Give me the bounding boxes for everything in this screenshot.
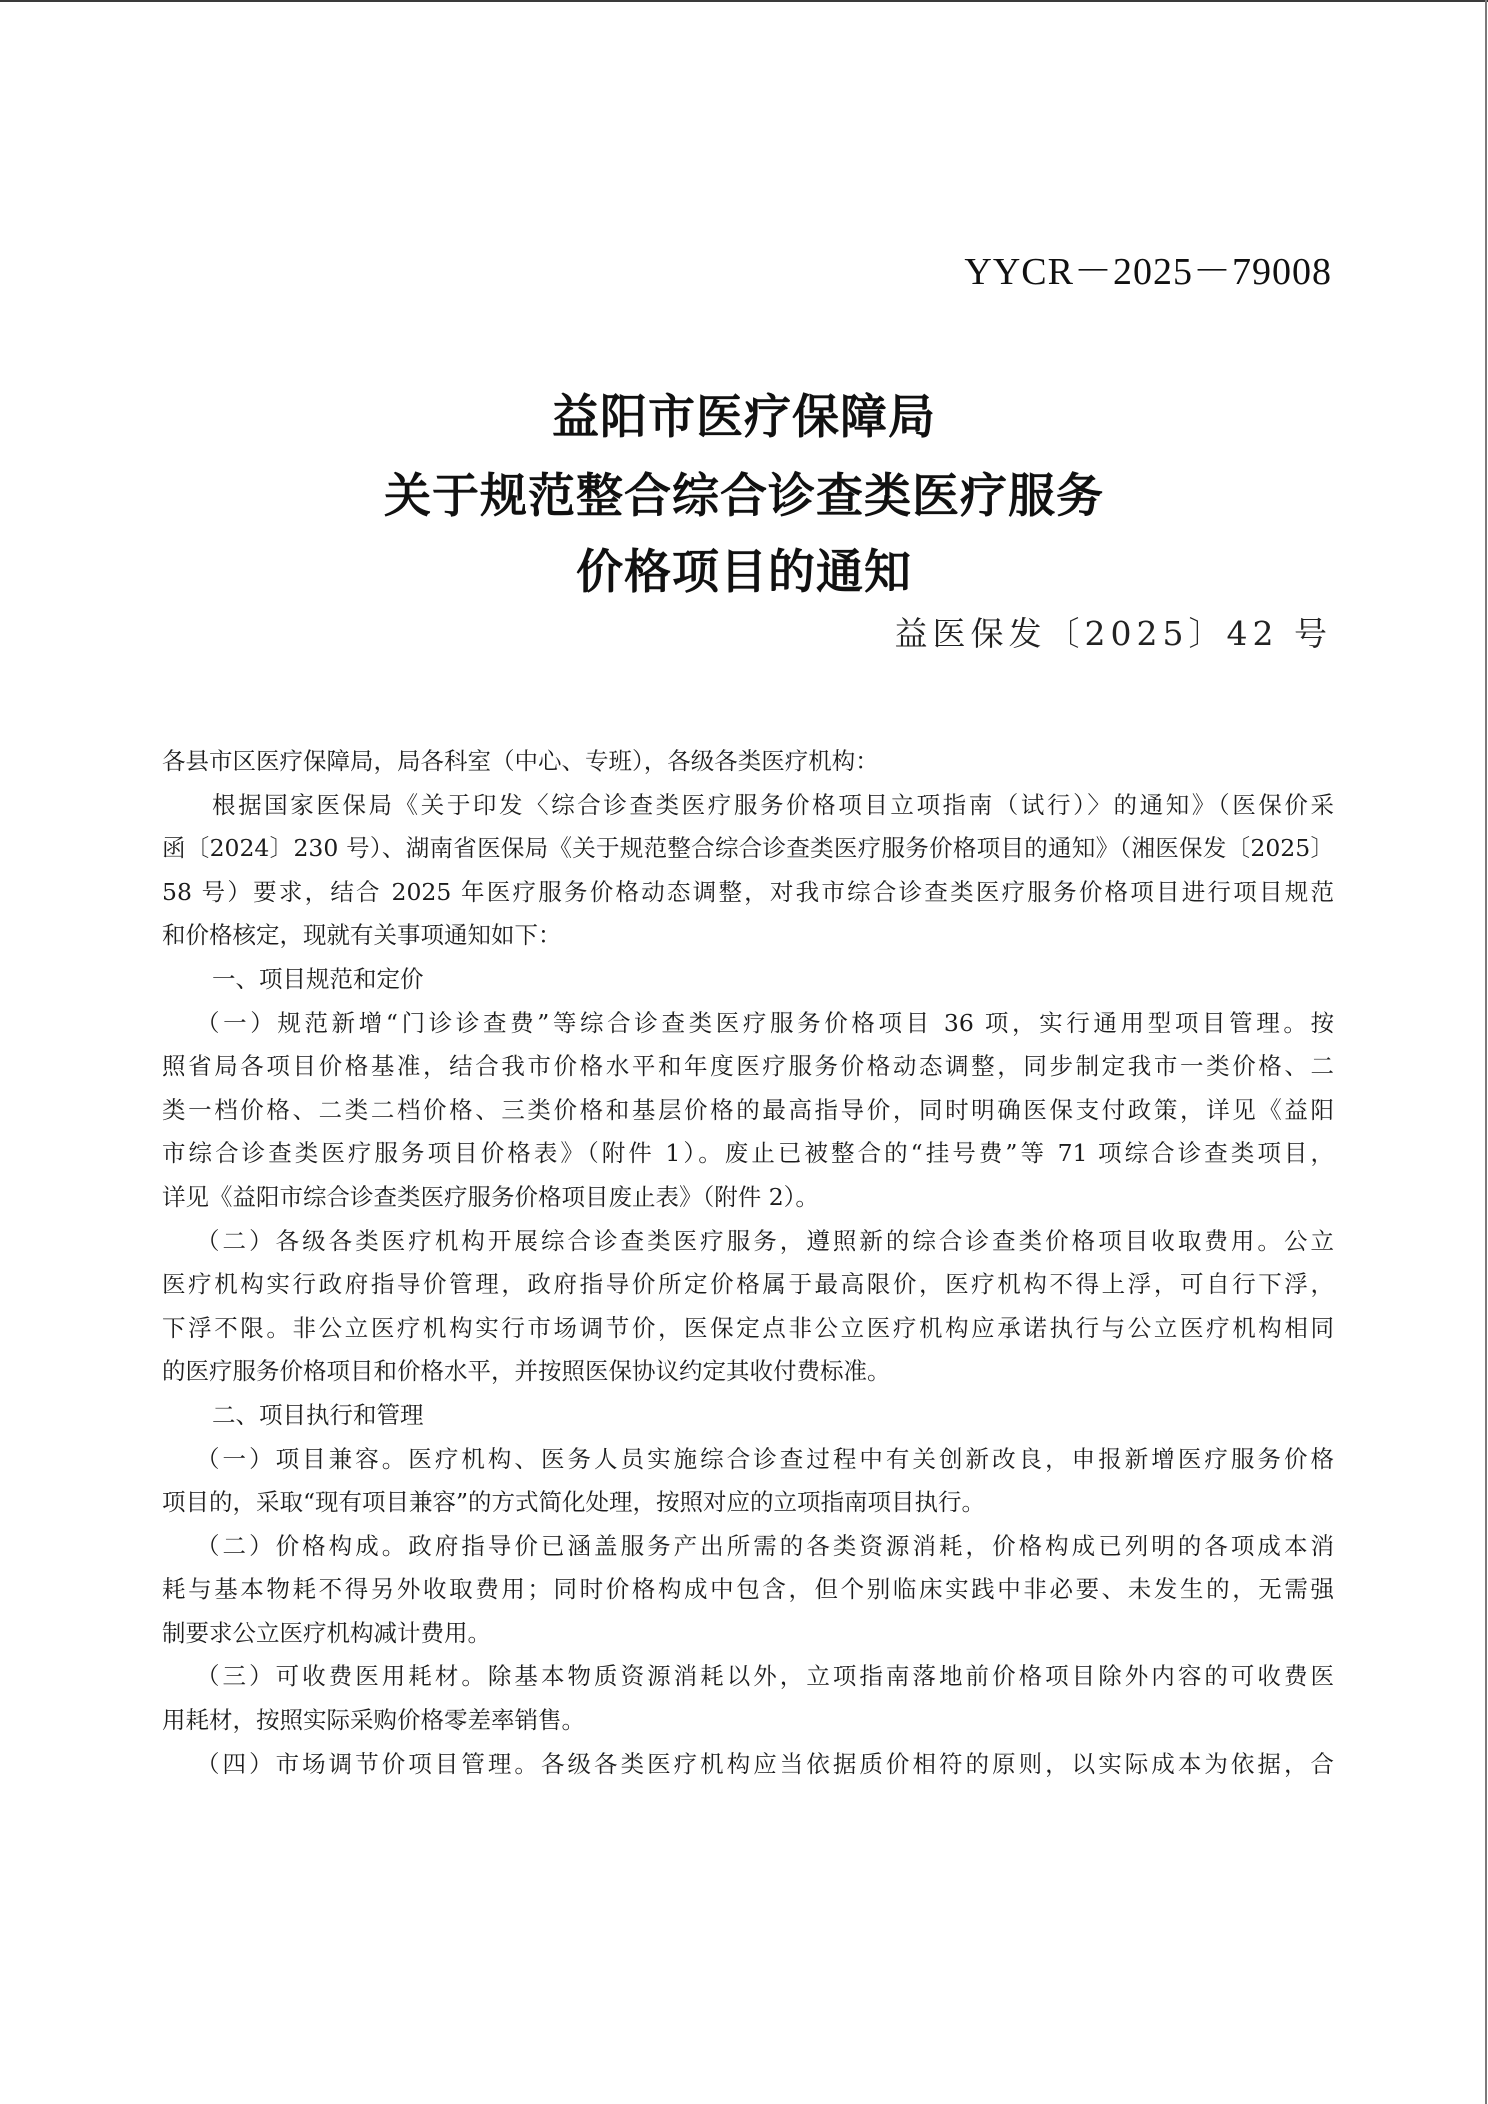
body-line: 和价格核定，现就有关事项通知如下： bbox=[162, 921, 562, 950]
title-line-2: 关于规范整合综合诊查类医疗服务 bbox=[384, 469, 1104, 524]
body-line: 制要求公立医疗机构减计费用。 bbox=[162, 1618, 491, 1647]
body-line: （三）可收费医用耗材。除基本物质资源消耗以外，立项指南落地前价格项目除外内容的可收费医 bbox=[196, 1662, 1334, 1691]
right-border bbox=[1485, 0, 1487, 2104]
body-line: 的医疗服务价格项目和价格水平，并按照医保协议约定其收付费标准。 bbox=[162, 1357, 891, 1386]
body-line: 58 号）要求，结合 2025 年医疗服务价格动态调整，对我市综合诊查类医疗服务价格项目进行项目规范 bbox=[162, 877, 1334, 906]
document-code: YYCR－2025－79008 bbox=[964, 251, 1332, 293]
top-border bbox=[0, 0, 1488, 2]
salutation: 各县市区医疗保障局，局各科室（中心、专班），各级各类医疗机构： bbox=[162, 747, 879, 775]
section-heading-1: 一、项目规范和定价 bbox=[212, 964, 424, 993]
body-line: 医疗机构实行政府指导价管理，政府指导价所定价格属于最高限价，医疗机构不得上浮，可自行下浮， bbox=[162, 1270, 1334, 1299]
body-line: （四）市场调节价项目管理。各级各类医疗机构应当依据质价相符的原则，以实际成本为依据，合 bbox=[196, 1749, 1334, 1778]
body-line: 根据国家医保局《关于印发〈综合诊查类医疗服务价格项目立项指南（试行）〉的通知》（医保价采 bbox=[212, 790, 1334, 819]
body-line: 项目的，采取“现有项目兼容”的方式简化处理，按照对应的立项指南项目执行。 bbox=[162, 1488, 986, 1517]
document-body bbox=[162, 740, 1334, 1786]
body-line: （二）各级各类医疗机构开展综合诊查类医疗服务，遵照新的综合诊查类价格项目收取费用。公立 bbox=[196, 1226, 1334, 1255]
body-line: （一）规范新增“门诊诊查费”等综合诊查类医疗服务价格项目 36 项，实行通用型项目管理。按 bbox=[196, 1008, 1334, 1037]
document-number: 益医保发〔2025〕42 号 bbox=[894, 614, 1332, 653]
body-line: 市综合诊查类医疗服务项目价格表》（附件 1）。废止已被整合的“挂号费”等 71 项综合诊查类项目， bbox=[162, 1139, 1334, 1168]
body-line: 照省局各项目价格基准，结合我市价格水平和年度医疗服务价格动态调整，同步制定我市一类价格、二 bbox=[162, 1052, 1334, 1081]
title-line-3: 价格项目的通知 bbox=[576, 545, 912, 600]
body-line: 函〔2024〕230 号）、湖南省医保局《关于规范整合综合诊查类医疗服务价格项目的通知》（湘医保发〔2025〕 bbox=[162, 834, 1334, 863]
body-line: 详见《益阳市综合诊查类医疗服务价格项目废止表》（附件 2）。 bbox=[162, 1182, 819, 1211]
body-line: 用耗材，按照实际采购价格零差率销售。 bbox=[162, 1706, 585, 1735]
body-line: 类一档价格、二类二档价格、三类价格和基层价格的最高指导价，同时明确医保支付政策，详见《益阳 bbox=[162, 1095, 1334, 1124]
body-line: 下浮不限。非公立医疗机构实行市场调节价，医保定点非公立医疗机构应承诺执行与公立医疗机构相同 bbox=[162, 1313, 1334, 1342]
body-line: 耗与基本物耗不得另外收取费用；同时价格构成中包含，但个别临床实践中非必要、未发生的，无需强 bbox=[162, 1575, 1334, 1604]
title-line-1: 益阳市医疗保障局 bbox=[552, 390, 936, 445]
body-line: （二）价格构成。政府指导价已涵盖服务产出所需的各类资源消耗，价格构成已列明的各项成本消 bbox=[196, 1531, 1334, 1560]
body-line: （一）项目兼容。医疗机构、医务人员实施综合诊查过程中有关创新改良，申报新增医疗服务价格 bbox=[196, 1444, 1334, 1473]
section-heading-2: 二、项目执行和管理 bbox=[212, 1400, 424, 1429]
